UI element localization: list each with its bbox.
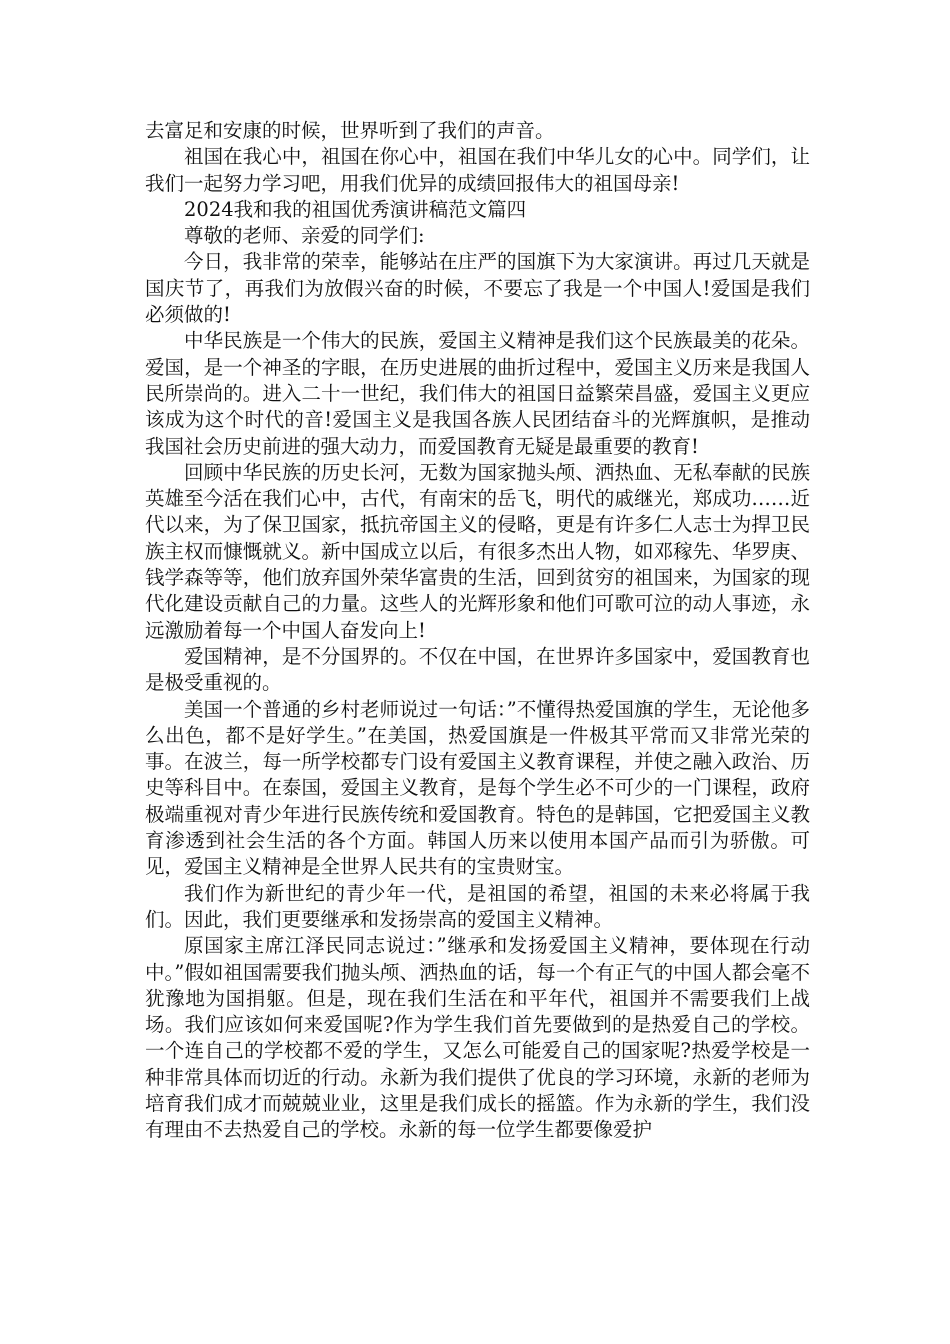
- paragraph: 原国家主席江泽民同志说过：”继承和发扬爱国主义精神，要体现在行动中。”假如祖国需要我们抛头颅、洒热血的话，每一个有正气的中国人都会毫不犹豫地为国捐躯。但是，现在我们生活在和平年代，祖国并不需要我们上战场。我们应该如何来爱国呢?作为学生我们首先要做到的是热爱自己的学校。一个连自己的学校都不爱的学生，又怎么可能爱自己的国家呢?热爱学校是一种非常具体而切近的行动。永新为我们提供了优良的学习环境，永新的老师为培育我们成才而兢兢业业，这里是我们成长的摇篮。作为永新的学生，我们没有理由不去热爱自己的学校。永新的每一位学生都要像爱护: [145, 934, 810, 1142]
- paragraph: 我们作为新世纪的青少年一代，是祖国的希望，祖国的未来必将属于我们。因此，我们更要继承和发扬崇高的爱国主义精神。: [145, 881, 810, 931]
- paragraph: 爱国精神，是不分国界的。不仅在中国，在世界许多国家中，爱国教育也是极受重视的。: [145, 644, 810, 695]
- paragraph: 祖国在我心中，祖国在你心中，祖国在我们中华儿女的心中。同学们，让我们一起努力学习吧，用我们优异的成绩回报伟大的祖国母亲!: [145, 145, 810, 195]
- paragraph: 回顾中华民族的历史长河，无数为国家抛头颅、洒热血、无私奉献的民族英雄至今活在我们心中，古代，有南宋的岳飞，明代的戚继光，郑成功……近代以来，为了保卫国家，抵抗帝国主义的侵略，更是有许多仁人志士为捍卫民族主权而慷慨就义。新中国成立以后，有很多杰出人物，如邓稼先、华罗庚、钱学森等等，他们放弃国外荣华富贵的生活，回到贫穷的祖国来，为国家的现代化建设贡献自己的力量。这些人的光辉形象和他们可歌可泣的动人事迹，永远激励着每一个中国人奋发向上!: [145, 460, 810, 642]
- section-heading: 2024我和我的祖国优秀演讲稿范文篇四: [184, 197, 527, 221]
- document-body: [145, 118, 810, 1144]
- salutation: 尊敬的老师、亲爱的同学们:: [184, 224, 425, 248]
- paragraph: 去富足和安康的时候，世界听到了我们的声音。: [145, 119, 555, 142]
- paragraph: 美国一个普通的乡村老师说过一句话：”不懂得热爱国旗的学生，无论他多么出色，都不是好学生。”在美国，热爱国旗是一件极其平常而又非常光荣的事。在波兰，每一所学校都专门设有爱国主义教育课程，并使之融入政治、历史等科目中。在泰国，爱国主义教育，是每个学生必不可少的一门课程，政府极端重视对青少年进行民族传统和爱国教育。特色的是韩国，它把爱国主义教育渗透到社会生活的各个方面。韩国人历来以使用本国产品而引为骄傲。可见，爱国主义精神是全世界人民共有的宝贵财宝。: [145, 697, 810, 879]
- paragraph: 今日，我非常的荣幸，能够站在庄严的国旗下为大家演讲。再过几天就是国庆节了，再我们为放假兴奋的时候，不要忘了我是一个中国人!爱国是我们必须做的!: [145, 250, 810, 327]
- paragraph: 中华民族是一个伟大的民族，爱国主义精神是我们这个民族最美的花朵。爱国，是一个神圣的字眼，在历史进展的曲折过程中，爱国主义历来是我国人民所崇尚的。进入二十一世纪，我们伟大的祖国日益繁荣昌盛，爱国主义更应该成为这个时代的音!爱国主义是我国各族人民团结奋斗的光辉旗帜，是推动我国社会历史前进的强大动力，而爱国教育无疑是最重要的教育!: [145, 329, 810, 458]
